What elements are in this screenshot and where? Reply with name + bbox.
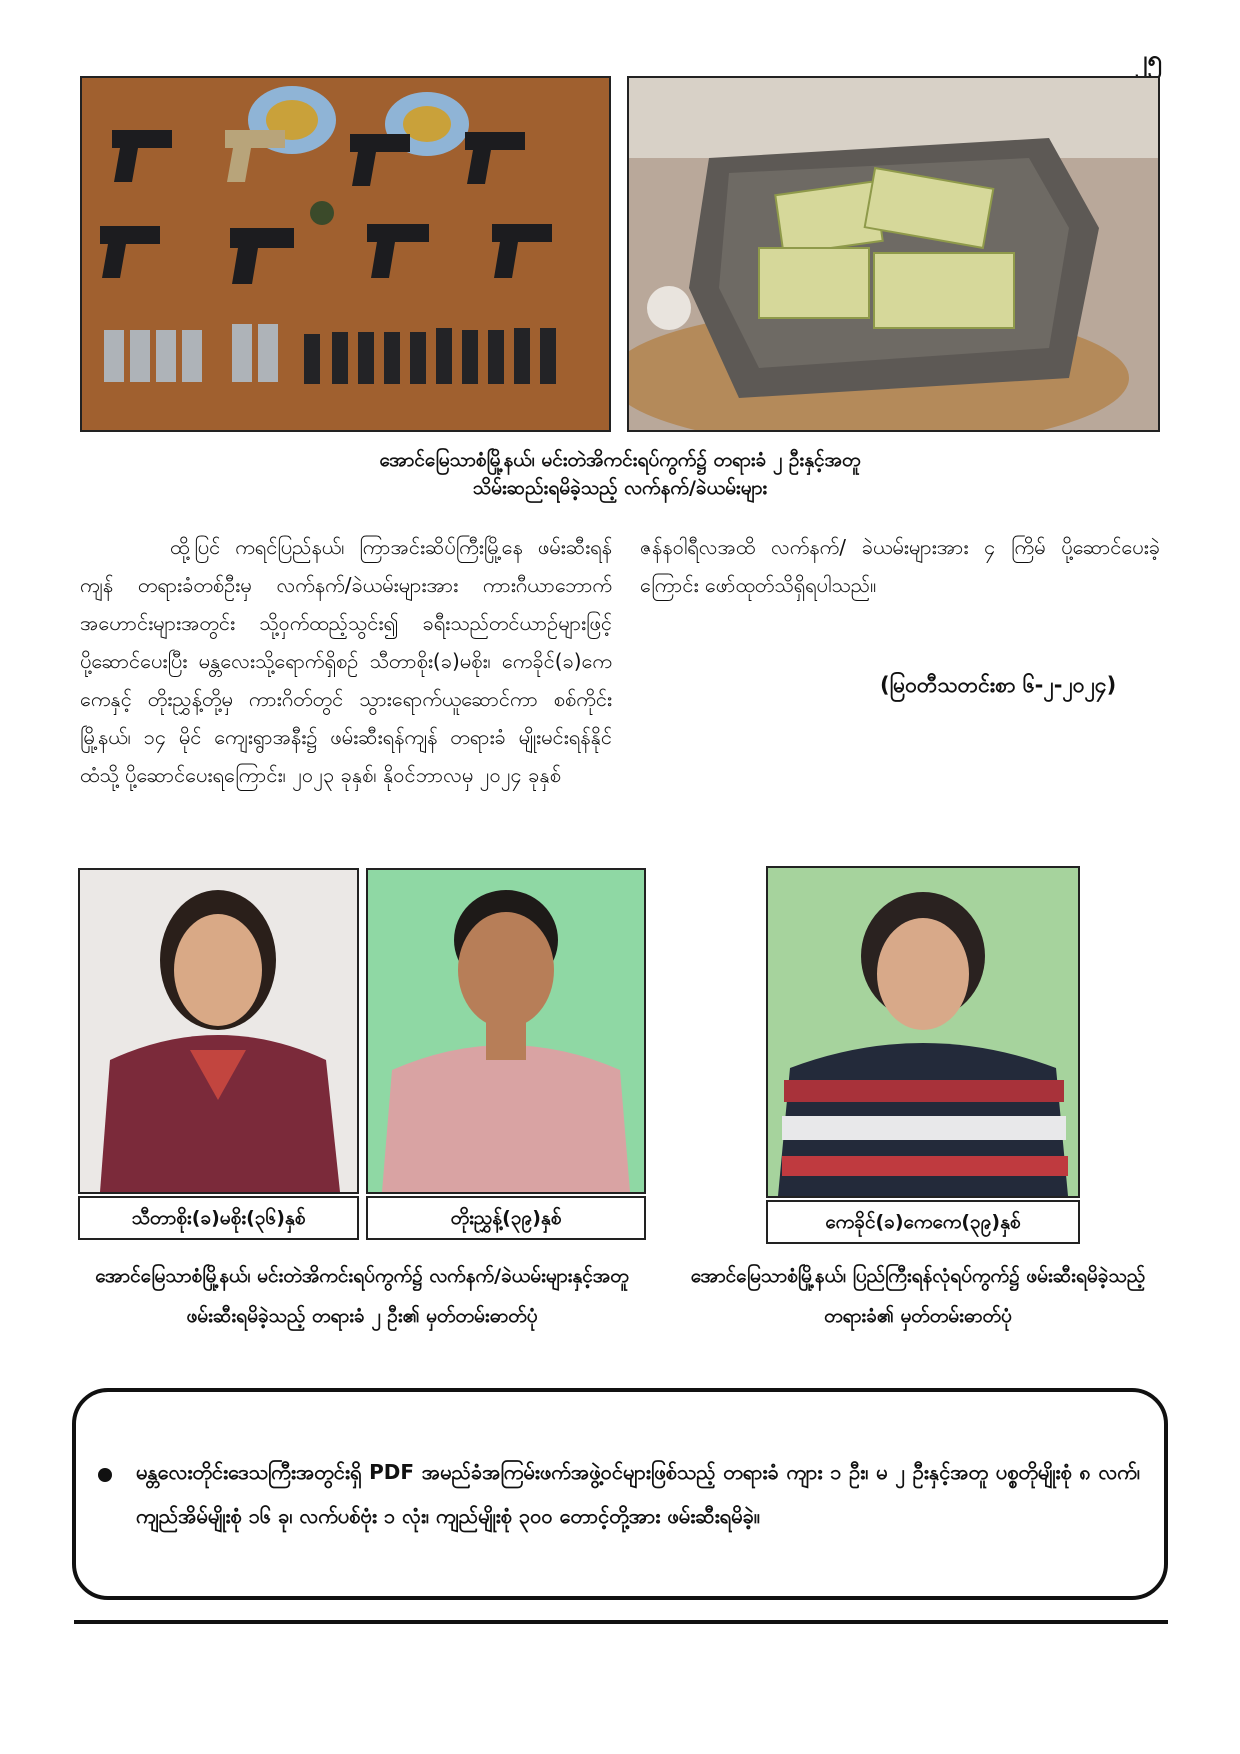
bullet-icon	[98, 1468, 112, 1482]
suspect-name-3: ကေခိုင်(ခ)ကေကေ(၃၉)နှစ်	[766, 1200, 1080, 1244]
bottom-divider	[74, 1620, 1168, 1624]
article-right-text: ဇန်နဝါရီလအထိ လက်နက်/ ခဲယမ်းများအား ၄ ကြိမ် ပို့ဆောင်ပေးခဲ့ကြောင်း ဖော်ထုတ်သိရှိရပါသည်။	[640, 535, 1160, 597]
top-photos-caption	[200, 446, 1040, 502]
article-right-column	[640, 528, 1160, 604]
notice-text: မန္တလေးတိုင်းဒေသကြီးအတွင်းရှိ PDF အမည်ခံအကြမ်းဖက်အဖွဲ့ဝင်များဖြစ်သည့် တရားခံ ကျား ၁ ဦး၊ မ ၂ ဦးနှင့်အတူ ပစ္စတိုမျိုးစုံ ၈ လက်၊ ကျည်အိမ်မျိုးစုံ ၁၆ ခု၊ လက်ပစ်ဗုံး ၁ လုံး၊ ကျည်မျိုးစုံ ၃၀၀ တောင့်တို့အား ဖမ်းဆီးရမိခဲ့။	[136, 1460, 1140, 1528]
article-left-text: ထို့ပြင် ကရင်ပြည်နယ်၊ ကြာအင်းဆိပ်ကြီးမြို့နေ ဖမ်းဆီးရန်ကျန် တရားခံတစ်ဦးမှ လက်နက်/ခဲယမ်းများအား ကားဂီယာဘောက်အဟောင်းများအတွင်း သို့ဝှက်ထည့်သွင်း၍ ခရီးသည်တင်ယာဉ်များဖြင့် ပို့ဆောင်ပေးပြီး မန္တလေးသို့ရောက်ရှိစဉ် သီတာစိုး(ခ)မစိုး၊ ကေခိုင်(ခ)ကေကေနှင့် တိုးညွှန့်တို့မှ ကားဂိတ်တွင် သွားရောက်ယူဆောင်ကာ စစ်ကိုင်းမြို့နယ်၊ ၁၄ မိုင် ကျေးရွာအနီး၌ ဖမ်းဆီးရန်ကျန် တရားခံ မျိုးမင်းရန်နိုင်ထံသို့ ပို့ဆောင်ပေးရကြောင်း၊ ၂၀၂၃ ခုနှစ်၊ နိုဝင်ဘာလမှ ၂၀၂၄ ခုနှစ်	[80, 535, 612, 787]
suspect-photo-2	[366, 868, 646, 1194]
gearbox-photo	[627, 76, 1160, 432]
top-caption-line1: အောင်မြေသာစံမြို့နယ်၊ မင်းတဲအိကင်းရပ်ကွက်၌ တရားခံ ၂ ဦးနှင့်အတူ	[379, 449, 861, 471]
suspects-left-caption: အောင်မြေသာစံမြို့နယ်၊ မင်းတဲအိကင်းရပ်ကွက်၌ လက်နက်/ခဲယမ်းများနှင့်အတူဖမ်းဆီးရမိခဲ့သည့် တရားခံ ၂ ဦး၏ မှတ်တမ်းဓာတ်ပုံ	[95, 1265, 629, 1327]
weapons-photo	[80, 76, 611, 432]
notice-box	[72, 1388, 1168, 1600]
suspect-photo-1	[78, 868, 359, 1194]
suspect-name-1: သီတာစိုး(ခ)မစိုး(၃၆)နှစ်	[78, 1196, 359, 1240]
top-caption-line2: သိမ်းဆည်းရမိခဲ့သည့် လက်နက်/ခဲယမ်းများ	[472, 477, 768, 499]
article-left-column	[80, 528, 612, 794]
page-number: ၂၅	[1134, 45, 1162, 75]
suspects-right-caption: အောင်မြေသာစံမြို့နယ်၊ ပြည်ကြီးရန်လုံရပ်ကွက်၌ ဖမ်းဆီးရမိခဲ့သည့်တရားခံ၏ မှတ်တမ်းဓာတ်ပုံ	[690, 1265, 1146, 1327]
suspect-name-2: တိုးညွှန့်(၃၉)နှစ်	[366, 1196, 646, 1240]
suspect-photo-3	[766, 866, 1080, 1198]
article-source: (မြဝတီသတင်းစာ ၆-၂-၂၀၂၄)	[880, 673, 1117, 697]
